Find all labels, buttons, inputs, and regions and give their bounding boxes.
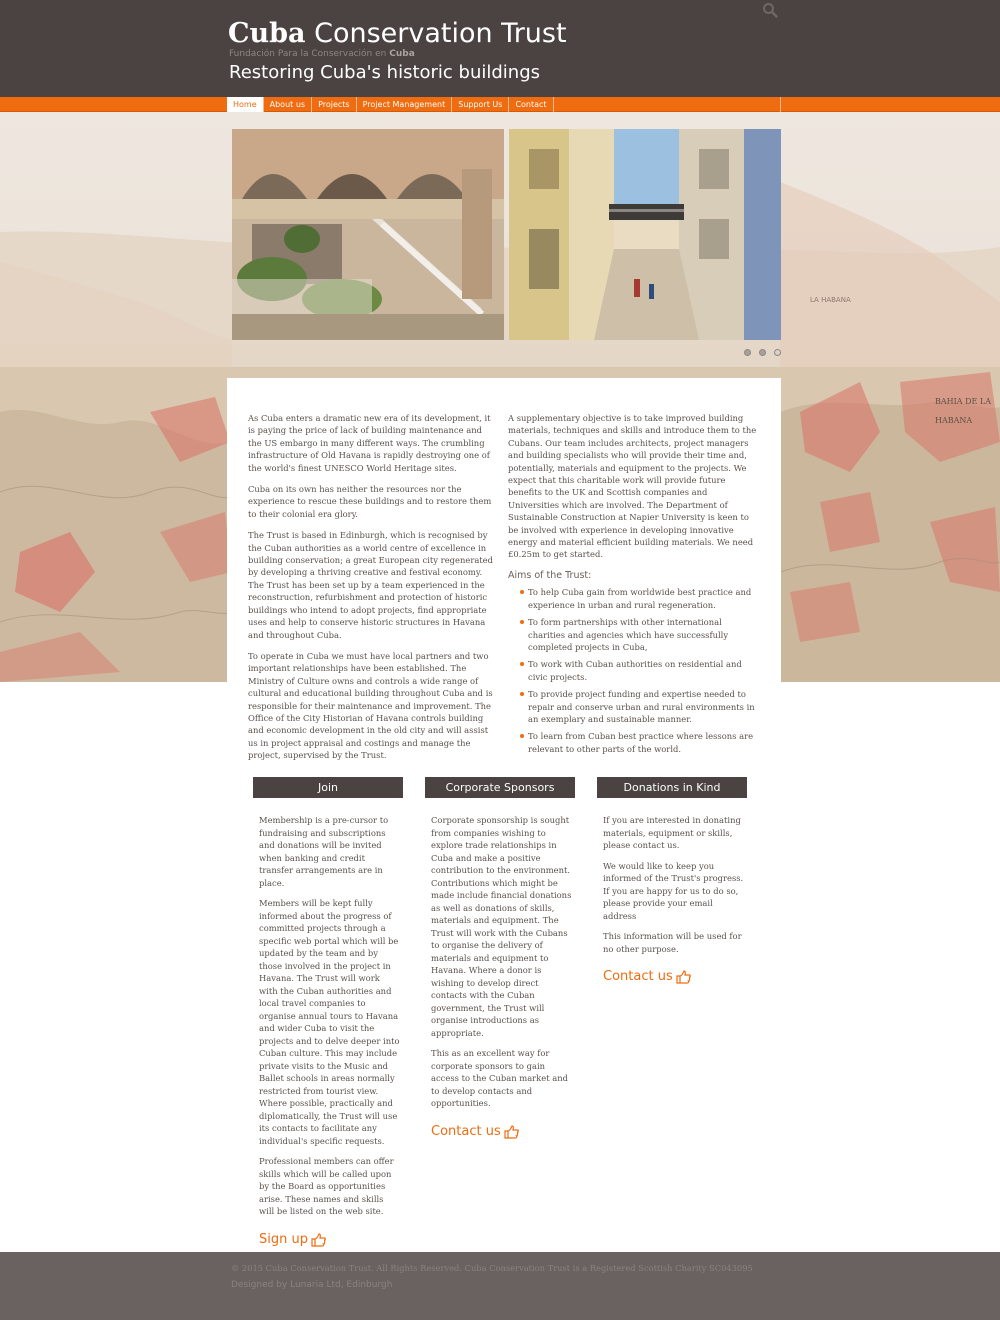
- svg-text:HABANA: HABANA: [935, 416, 973, 425]
- intro-paragraph: Cuba on its own has neither the resources nor the experience to rescue these buildings and to restore them to their colonial era glory.: [248, 484, 492, 519]
- site-tagline: Restoring Cuba's historic buildings: [229, 62, 541, 83]
- site-subtitle-bold: Cuba: [389, 49, 415, 59]
- aims-title: Aims of the Trust:: [508, 569, 592, 581]
- corporate-sponsors-box-body: [425, 798, 573, 1140]
- slide-image-courtyard[interactable]: [232, 129, 504, 340]
- donations-paragraph: This information will be used for no other purpose.: [603, 931, 742, 954]
- join-paragraph: Members will be kept fully informed about the progress of committed projects through a specific web portal which will be updated by the team and by those involved in the project in Havana. The Trust will work with the Cuban authorities and local travel companies to organise annual tours to Havana and wider Cuba to visit the projects and to delve deeper into Cuban culture. This may include private visits to the Music and Ballet schools in areas normally restricted from tourist view. Where possible, practically and diplomatically, the Trust will use its contacts to facilitate any individual's specific requests.: [259, 898, 400, 1146]
- slider-dot[interactable]: [744, 349, 751, 356]
- sign-up-link[interactable]: [259, 1232, 326, 1248]
- main-nav: [227, 97, 781, 112]
- site-subtitle: [229, 49, 415, 59]
- corporate-sponsors-box: [425, 777, 575, 1140]
- site-title[interactable]: [228, 16, 567, 52]
- donations-paragraph: We would like to keep you informed of the Trust's progress. If you are happy for us to do so, please provide your email address: [603, 860, 744, 921]
- intro-paragraph: To operate in Cuba we must have local partners and two important relationships have been established. The Ministry of Culture owns and controls a wide range of cultural and educational building throughout Cuba and is responsible for their maintenance and improvement. The Office of the City Historian of Havana controls building and economic development in the old city and will assist us in project appraisal and costings and manage the project, supervised by the Trust.: [248, 650, 493, 761]
- join-box-body: [253, 798, 401, 1248]
- copyright-text: © 2015 Cuba Conservation Trust. All Rights Reserved. Cuba Conservation Trust is a Registered Scottish Charity SC043095: [231, 1263, 753, 1273]
- hand-pointer-icon: [504, 1125, 519, 1139]
- nav-item-contact[interactable]: Contact: [509, 97, 553, 112]
- intro-left-column: [248, 412, 498, 771]
- site-title-rest: Conservation Trust: [314, 18, 567, 49]
- slider-dot[interactable]: [759, 349, 766, 356]
- aim-list-item: To learn from Cuban best practice where lessons are relevant to other parts of the world.: [508, 730, 760, 755]
- site-header: [0, 0, 1000, 97]
- sign-up-link-label: Sign up: [259, 1231, 308, 1247]
- slide-image-street[interactable]: [509, 129, 781, 340]
- nav-item-project-management[interactable]: Project Management: [357, 97, 453, 112]
- sponsors-paragraph: Corporate sponsorship is sought from companies wishing to explore trade relationships in Cuba and make a positive contribution to the environment. Contributions which might be made include financial donations as well as donations of skills, materials and equipment. The Trust will work with the Cubans to organise the delivery of materials and equipment to Havana. Where a donor is wishing to develop direct contacts with the Cuban government, the Trust will organise introductions as appropriate.: [431, 815, 572, 1038]
- slider-dot[interactable]: [774, 349, 781, 356]
- nav-item-about-us[interactable]: About us: [264, 97, 312, 112]
- hand-pointer-icon: [676, 970, 691, 984]
- site-subtitle-text: Fundación Para la Conservación en: [229, 49, 387, 59]
- donations-contact-us-link[interactable]: [603, 969, 691, 985]
- aim-list-item: To provide project funding and expertise needed to repair and conserve urban and rural environments in an exemplary and sustainable manner.: [508, 688, 760, 725]
- sponsors-contact-us-link[interactable]: [431, 1124, 519, 1140]
- aim-list-item: To form partnerships with other international charities and agencies which have successfully completed projects in Cuba,: [508, 616, 760, 653]
- sponsors-paragraph: This as an excellent way for corporate sponsors to gain access to the Cuban market and to develop contacts and opportunities.: [431, 1048, 568, 1108]
- aim-list-item: To work with Cuban authorities on residential and civic projects.: [508, 658, 760, 683]
- svg-text:BAHIA DE LA: BAHIA DE LA: [935, 397, 991, 406]
- slider-dots: [744, 349, 781, 356]
- nav-item-support-us[interactable]: Support Us: [452, 97, 509, 112]
- site-title-bold: Cuba: [228, 18, 306, 49]
- svg-text:LA HABANA: LA HABANA: [810, 296, 851, 304]
- search-icon[interactable]: [762, 2, 778, 18]
- hand-pointer-icon: [311, 1233, 326, 1247]
- aim-list-item: To help Cuba gain from worldwide best practice and experience in urban and rural regeneration.: [508, 586, 760, 611]
- designed-by-link[interactable]: Designed by Lunaria Ltd, Edinburgh: [231, 1280, 393, 1290]
- donations-in-kind-box-text: [603, 814, 745, 955]
- main-nav-bar: [0, 97, 1000, 112]
- nav-item-home[interactable]: Home: [227, 97, 264, 112]
- corporate-sponsors-box-title: Corporate Sponsors: [425, 777, 575, 798]
- intro-right-column: [508, 412, 760, 760]
- donations-in-kind-box: [597, 777, 747, 985]
- sponsors-contact-us-label: Contact us: [431, 1123, 501, 1139]
- aims-list: [508, 586, 760, 755]
- supplementary-objective-text: A supplementary objective is to take improved building materials, techniques and skills and introduce them to the Cubans. Our team includes architects, project managers and building specialists who will provide their time and, potentially, materials and equipment to the projects. We expect that this charitable work will provide future benefits to the UK and Scottish companies and Universities which are involved. The Department of Sustainable Construction at Napier University is keen to be involved with experience in developing innovative energy and material efficient building materials. We need £0.25m to get started.: [508, 413, 757, 560]
- donations-in-kind-box-body: [597, 798, 745, 985]
- intro-paragraph: The Trust is based in Edinburgh, which is recognised by the Cuban authorities as a world centre of excellence in building conservation; a great European city regenerated by developing a thriving creative and festival economy. The Trust has been set up by a team experienced in the reconstruction, refurbishment and protection of historic buildings who intend to adopt projects, find appropriate uses and help to conserve historic structures in Havana and throughout Cuba.: [248, 530, 493, 640]
- corporate-sponsors-box-text: [431, 814, 573, 1110]
- intro-paragraph: As Cuba enters a dramatic new era of its development, it is paying the price of lack of building maintenance and the US embargo in many different ways. The crumbling infrastructure of Old Havana is rapidly destroying one of the world's finest UNESCO World Heritage sites.: [248, 413, 491, 473]
- join-box: [253, 777, 403, 1248]
- donations-in-kind-box-title: Donations in Kind: [597, 777, 747, 798]
- join-paragraph: Professional members can offer skills which will be called upon by the Board as opportunities arise. These names and skills will be listed on the web site.: [259, 1156, 394, 1216]
- donations-paragraph: If you are interested in donating materials, equipment or skills, please contact us.: [603, 815, 741, 850]
- join-box-title: Join: [253, 777, 403, 798]
- nav-item-projects[interactable]: Projects: [312, 97, 357, 112]
- join-box-text: [259, 814, 401, 1218]
- donations-contact-us-label: Contact us: [603, 969, 673, 984]
- join-paragraph: Membership is a pre-cursor to fundraising and subscriptions and donations will be invited when banking and credit transfer arrangements are in place.: [259, 815, 389, 888]
